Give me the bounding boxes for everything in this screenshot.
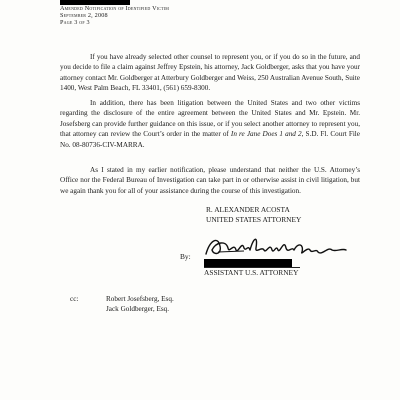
paragraph-litigation-text: In addition, there has been litigation between the United States and two other victims regarding the disclosure of the entire agreement between the United States and Mr. Epstein. Mr. Josefsberg can provide further guidance on this issue, or if you select another attorney to represent you, that attorney can review the Court’s order in the matter of bbox=[60, 99, 360, 139]
redaction-bar-signer bbox=[204, 259, 292, 267]
by-label: By: bbox=[180, 252, 191, 261]
handwritten-signature bbox=[204, 232, 364, 262]
header-date: September 2, 2008 bbox=[60, 12, 108, 19]
cc-recipient: Robert Josefsberg, Esq. bbox=[106, 295, 174, 303]
header-notice-title: Amended Notification of Identified Victim bbox=[60, 5, 170, 12]
header-page-number: Page 3 of 3 bbox=[60, 19, 90, 26]
paragraph-counsel-contact: If you have already selected other counsel to represent you, or if you do so in the future, and you decide to file a claim against Jeffrey Epstein, his attorney, Jack Goldberger, asks that you have your attorney contact Mr. Goldberger at Atterbury Goldberger and Weiss, 250 Australian Avenue South, Suite 1400, West Palm Beach, FL 33401, (561) 659-8300. bbox=[60, 53, 360, 93]
assistant-title: ASSISTANT U.S. ATTORNEY bbox=[204, 268, 299, 277]
paragraph-litigation bbox=[60, 98, 360, 150]
cc-recipient: Jack Goldberger, Esq. bbox=[106, 304, 170, 313]
paragraph-litigation-file-no: , S.D. Fl. Court File No. 08-80736-CIV-MARRA. bbox=[60, 130, 360, 149]
signatory-name: R. ALEXANDER ACOSTA bbox=[206, 205, 290, 214]
case-name: In re Jane Does 1 and 2 bbox=[230, 130, 302, 139]
cc-label: cc: bbox=[70, 295, 79, 303]
signatory-title: UNITED STATES ATTORNEY bbox=[206, 215, 302, 224]
cc-list bbox=[106, 295, 174, 314]
paragraph-closing: As I stated in my earlier notification, please understand that neither the U.S. Attorney’s Office nor the Federal Bureau of Investigation can take part in or otherwise assist in civil litigation, but we again thank you for all of your assistance during the course of this investigation. bbox=[60, 166, 360, 195]
